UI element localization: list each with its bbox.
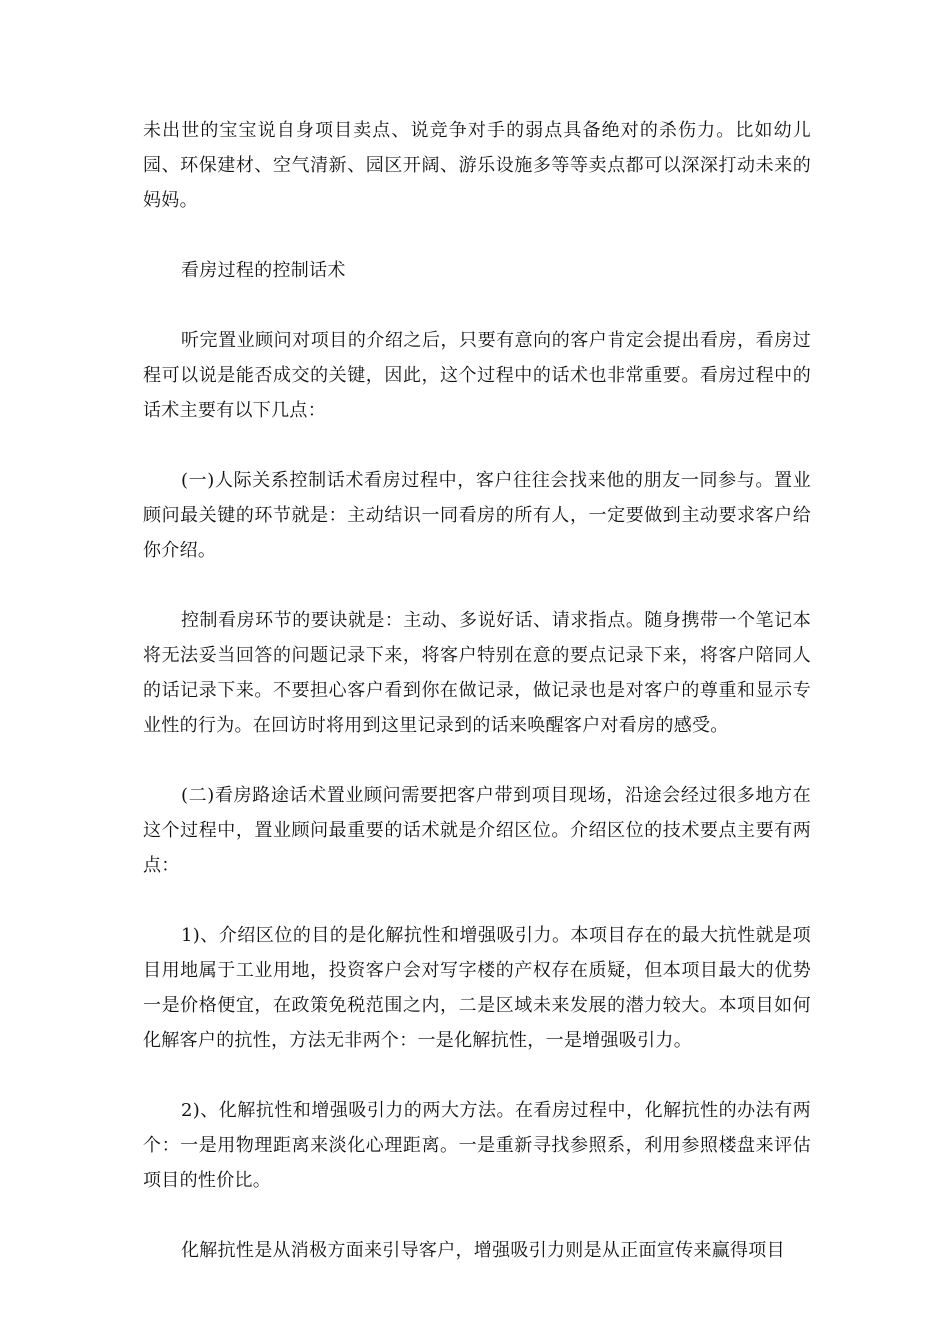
section-heading: 看房过程的控制话术 [181,260,346,281]
paragraph-continuation: 未出世的宝宝说自身项目卖点、说竞争对手的弱点具备绝对的杀伤力。比如幼儿园、环保建材、空气清新、园区开阔、游乐设施多等等卖点都可以深深打动未来的妈妈。 [143,120,811,211]
paragraph: 化解抗性是从消极方面来引导客户，增强吸引力则是从正面宣传来赢得项目 [181,1240,785,1261]
paragraph: (一)人际关系控制话术看房过程中，客户往往会找来他的朋友一同参与。置业顾问最关键的环节就是：主动结识一同看房的所有人，一定要做到主动要求客户给你介绍。 [143,470,811,561]
paragraph: (二)看房路途话术置业顾问需要把客户带到项目现场，沿途会经过很多地方在这个过程中，置业顾问最重要的话术就是介绍区位。介绍区位的技术要点主要有两点： [143,785,811,876]
paragraph: 听完置业顾问对项目的介绍之后，只要有意向的客户肯定会提出看房，看房过程可以说是能否成交的关键，因此，这个过程中的话术也非常重要。看房过程中的话术主要有以下几点： [143,330,811,421]
paragraph: 1)、介绍区位的目的是化解抗性和增强吸引力。本项目存在的最大抗性就是项目用地属于工业用地，投资客户会对写字楼的产权存在质疑，但本项目最大的优势一是价格便宜，在政策免税范围之内，二是区域未来发展的潜力较大。本项目如何化解客户的抗性，方法无非两个：一是化解抗性，一是增强吸引力。 [143,925,811,1051]
paragraph: 2)、化解抗性和增强吸引力的两大方法。在看房过程中，化解抗性的办法有两个：一是用物理距离来淡化心理距离。一是重新寻找参照系，利用参照楼盘来评估项目的性价比。 [143,1100,811,1191]
document-body [143,113,811,1268]
paragraph: 控制看房环节的要诀就是：主动、多说好话、请求指点。随身携带一个笔记本将无法妥当回答的问题记录下来，将客户特别在意的要点记录下来，将客户陪同人的话记录下来。不要担心客户看到你在做记录，做记录也是对客户的尊重和显示专业性的行为。在回访时将用到这里记录到的话来唤醒客户对看房的感受。 [143,610,811,736]
